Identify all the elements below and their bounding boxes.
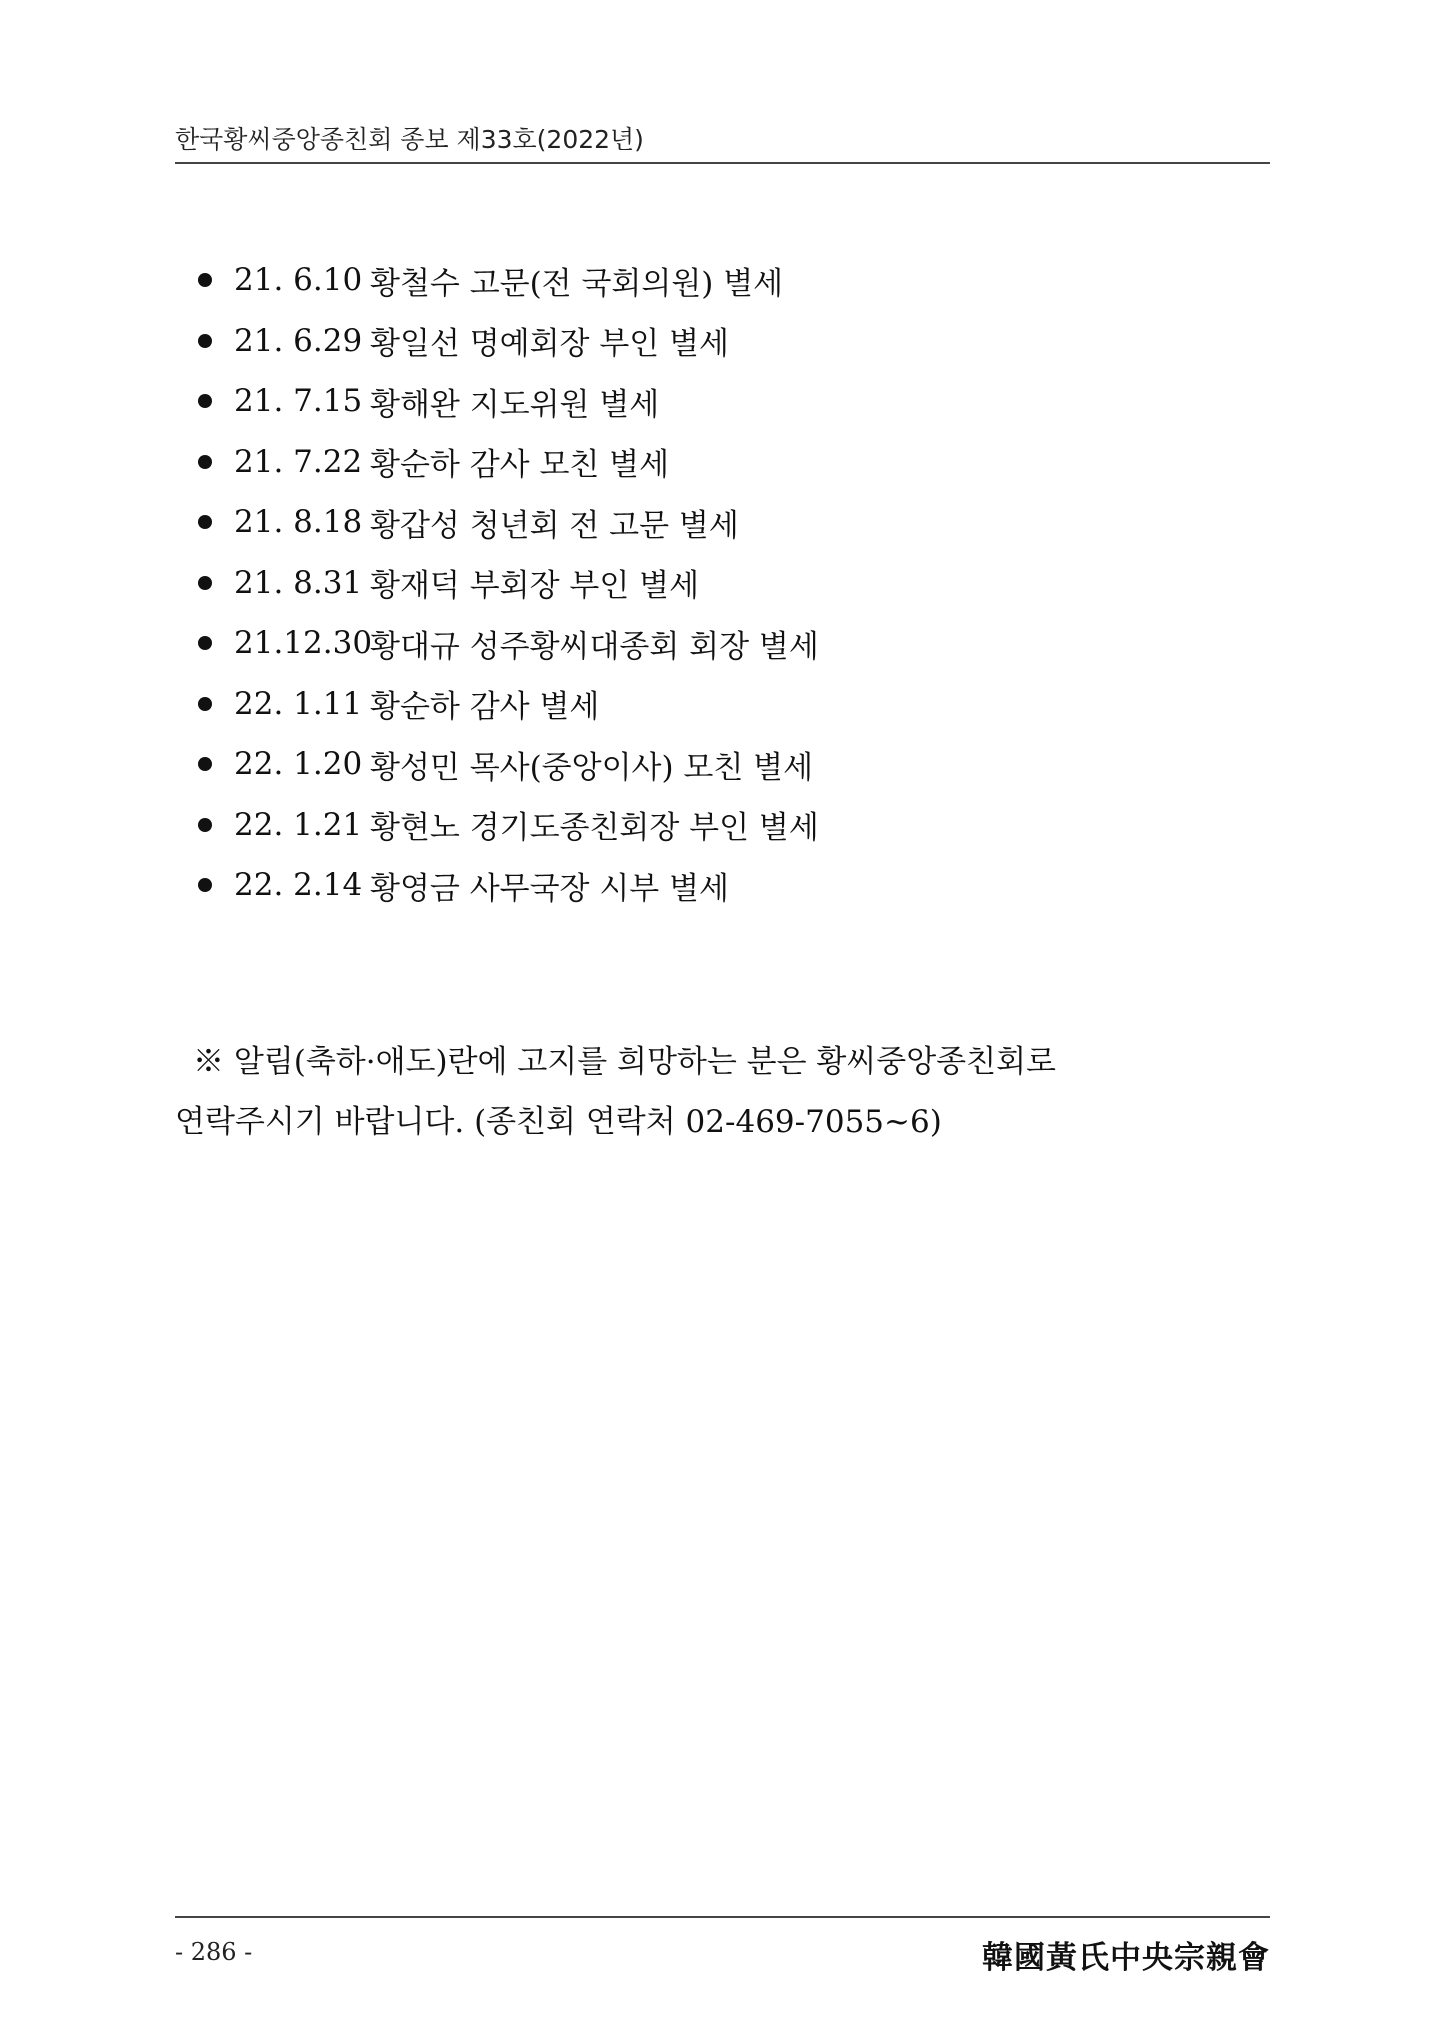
list-item [198, 553, 819, 614]
entry-text: 황순하 감사 별세 [370, 689, 600, 726]
entry-text: 황일선 명예회장 부인 별세 [370, 326, 729, 363]
bullet-icon [198, 636, 212, 650]
list-item [198, 613, 819, 674]
obituary-list [198, 250, 819, 916]
entry-date: 22. 2.14 [234, 867, 363, 904]
list-item [198, 432, 819, 493]
entry-date: 21. 7.15 [234, 383, 363, 420]
entry-date: 21. 6.10 [234, 262, 363, 299]
entry-text: 황현노 경기도종친회장 부인 별세 [370, 810, 819, 847]
notice-line: ※ 알림(축하·애도)란에 고지를 희망하는 분은 황씨중앙종친회로 [193, 1044, 1056, 1080]
list-item [198, 371, 819, 432]
page-number: - 286 - [175, 1938, 253, 1966]
entry-text: 황영금 사무국장 시부 별세 [370, 870, 729, 907]
entry-date: 21.12.30 [234, 625, 373, 662]
bullet-icon [198, 757, 212, 771]
entry-date: 21. 8.18 [234, 504, 363, 541]
list-item [198, 855, 819, 916]
entry-date: 21. 7.22 [234, 443, 363, 480]
entry-text: 황순하 감사 모친 별세 [370, 447, 670, 484]
entry-date: 21. 6.29 [234, 322, 363, 359]
entry-text: 황철수 고문(전 국회의원) 별세 [370, 265, 784, 302]
list-item [198, 492, 819, 553]
entry-text: 황갑성 청년회 전 고문 별세 [370, 507, 739, 544]
bullet-icon [198, 697, 212, 711]
bullet-icon [198, 273, 212, 287]
page-footer [175, 1916, 1270, 1978]
notice-line: 연락주시기 바랍니다. (종친회 연락처 02-469-7055~6) [175, 1104, 942, 1140]
list-item [198, 311, 819, 372]
list-item [198, 250, 819, 311]
bullet-icon [198, 334, 212, 348]
page-header [175, 118, 1270, 164]
entry-date: 22. 1.20 [234, 746, 363, 783]
entry-text: 황대규 성주황씨대종회 회장 별세 [370, 628, 819, 665]
organization-logo: 韓國黃氏中央宗親會 [982, 1940, 1270, 1976]
bullet-icon [198, 455, 212, 469]
entry-text: 황재덕 부회장 부인 별세 [370, 568, 700, 605]
notice-paragraph [175, 1032, 1275, 1152]
entry-text: 황해완 지도위원 별세 [370, 386, 660, 423]
entry-date: 22. 1.21 [234, 806, 363, 843]
entry-text: 황성민 목사(중앙이사) 모친 별세 [370, 749, 814, 786]
publication-title: 한국황씨중앙종친회 종보 제33호(2022년) [175, 125, 644, 154]
list-item [198, 795, 819, 856]
list-item [198, 734, 819, 795]
entry-date: 22. 1.11 [234, 685, 363, 722]
bullet-icon [198, 515, 212, 529]
list-item [198, 674, 819, 735]
bullet-icon [198, 818, 212, 832]
bullet-icon [198, 878, 212, 892]
entry-date: 21. 8.31 [234, 564, 363, 601]
bullet-icon [198, 576, 212, 590]
bullet-icon [198, 394, 212, 408]
